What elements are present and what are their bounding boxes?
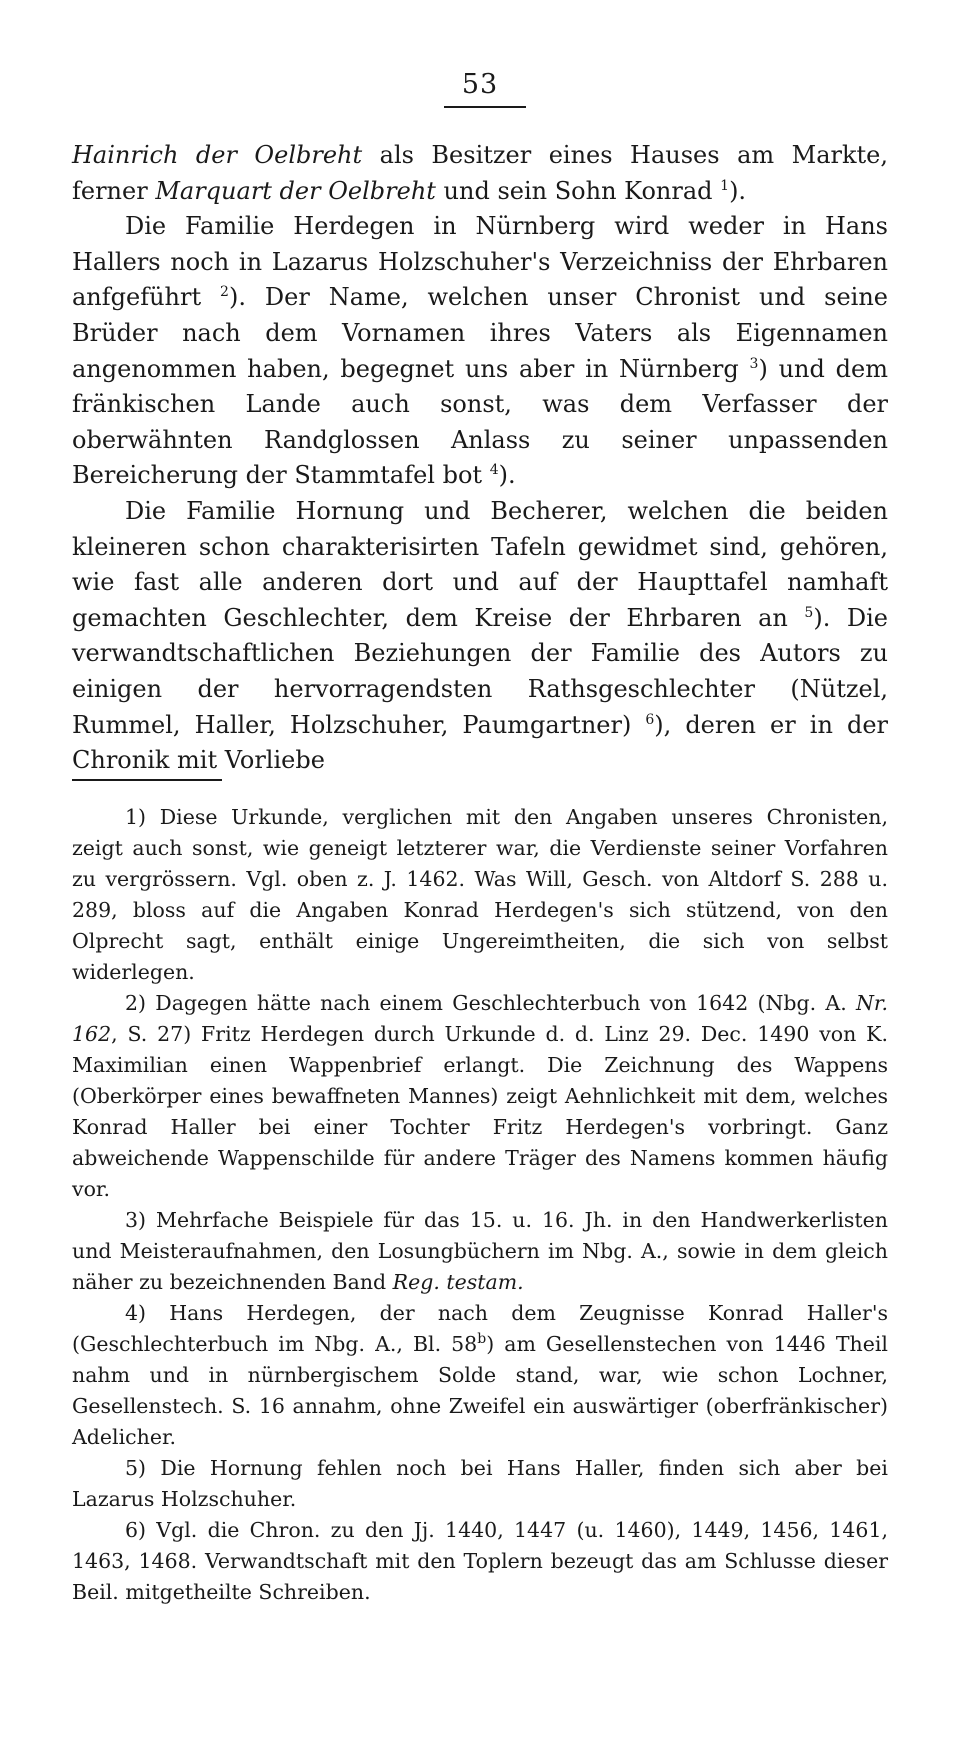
italic-text: Nr. 162 — [72, 991, 888, 1046]
text-run: ) und dem fränkischen Lande auch sonst, was dem Verfasser der oberwähnten Randglossen Anlass zu seiner unpassenden Bereicherung der Stammtafel bot — [72, 354, 888, 490]
footnote-marker: 6 — [645, 711, 655, 728]
italic-text: Hainrich der Oelbreht — [72, 141, 363, 169]
text-run: 2) Dagegen hätte nach einem Geschlechterbuch von 1642 (Nbg. A. — [125, 991, 856, 1015]
footnote-marker: 3 — [749, 355, 759, 372]
italic-text: Marquart der Oelbreht — [155, 176, 436, 205]
italic-text: Reg. testam. — [392, 1270, 524, 1294]
text-run: Die Familie Hornung und Becherer, welchen die beiden kleineren schon charakterisirten Tafeln gewidmet sind, gehören, wie fast alle anderen dort und auf der Haupttafel namhaft gemachten Geschlechter, dem Kreise der Ehrbaren an — [72, 496, 888, 632]
text-run: 5) Die Hornung fehlen noch bei Hans Haller, finden sich aber bei Lazarus Holzschuher. — [72, 1456, 888, 1511]
text-run: 6) Vgl. die Chron. zu den Jj. 1440, 1447 (u. 1460), 1449, 1456, 1461, 1463, 1468. Verwandtschaft mit den Toplern bezeugt das am Schlusse dieser Beil. mitgetheilte Schreiben. — [72, 1518, 888, 1604]
page-number: 53 — [461, 69, 499, 100]
footnote-3 — [72, 1205, 888, 1298]
footnote-marker: 1 — [720, 177, 730, 194]
footnote-marker: 2 — [220, 284, 229, 301]
text-run: ), deren er in der Chronik mit Vorliebe — [72, 710, 888, 775]
text-run: , S. 27) Fritz Herdegen durch Urkunde d. d. Linz 29. Dec. 1490 von K. Maximilian einen Wappenbrief erlangt. Die Zeichnung des Wappens (Oberkörper eines bewaffneten Mannes) zeigt Aehnlichkeit mit dem, welches Konrad Haller bei einer Tochter Fritz Herdegen's vorbringt. Ganz abweichende Wappenschilde für andere Träger des Namens kommen häufig vor. — [72, 1022, 888, 1201]
text-run: ). — [498, 461, 516, 490]
text-run: ). Der Name, welchen unser Chronist und seine Brüder nach dem Vornamen ihres Vaters als Eigennamen angenommen haben, begegnet uns aber in Nürnberg — [72, 283, 888, 383]
text-run: 1) Diese Urkunde, verglichen mit den Angaben unseres Chronisten, zeigt auch sonst, wie geneigt letzterer war, die Verdienste seiner Vorfahren zu vergrössern. Vgl. oben z. J. 1462. Was Will, Gesch. von Altdorf S. 288 u. 289, bloss auf die Angaben Konrad Herdegen's sich stützend, von den Olprecht sagt, enthält einige Ungereimtheiten, die sich von selbst widerlegen. — [72, 805, 888, 984]
footnote-5 — [72, 1453, 888, 1515]
text-run: als Besitzer eines Hauses am Markte, ferner — [72, 141, 888, 205]
footnote-marker: 4 — [489, 462, 499, 479]
footnote-6 — [72, 1515, 888, 1608]
text-run: 3) Mehrfache Beispiele für das 15. u. 16. Jh. in den Handwerkerlisten und Meisteraufnahmen, den Losungbüchern im Nbg. A., sowie in dem gleich näher zu bezeichnenden Band — [72, 1208, 888, 1294]
footnote-1 — [72, 802, 888, 988]
text-run: ) am Gesellenstechen von 1446 Theil nahm und in nürnbergischem Solde stand, war, wie schon Lochner, Gesellenstech. S. 16 annahm, ohne Zweifel ein auswärtiger (oberfränkischer) Adelicher. — [72, 1332, 888, 1449]
paragraph-2 — [72, 209, 888, 494]
footnote-separator — [72, 779, 222, 781]
text-run: Die Familie Herdegen in Nürnberg wird weder in Hans Hallers noch in Lazarus Holzschuher's Verzeichniss der Ehrbaren anfgeführt — [72, 212, 888, 312]
text-run: ). — [729, 176, 747, 205]
text-run: 4) Hans Herdegen, der nach dem Zeugnisse Konrad Haller's (Geschlechterbuch im Nbg. A., Bl. 58 — [72, 1301, 888, 1356]
footnote-marker: 5 — [804, 604, 814, 621]
footnote-2 — [72, 988, 888, 1205]
footnote-marker: b — [477, 1331, 487, 1348]
text-run: und sein Sohn Konrad — [435, 176, 721, 205]
main-text — [72, 138, 888, 779]
footnote-4 — [72, 1298, 888, 1453]
paragraph-3 — [72, 494, 888, 779]
text-run: ). Die verwandtschaftlichen Beziehungen der Familie des Autors zu einigen der hervorragendsten Rathsgeschlechter (Nützel, Rummel, Haller, Holzschuher, Paumgartner) — [72, 603, 888, 739]
footnotes — [72, 802, 888, 1608]
page-number-rule — [444, 106, 526, 108]
paragraph-1 — [72, 138, 888, 209]
